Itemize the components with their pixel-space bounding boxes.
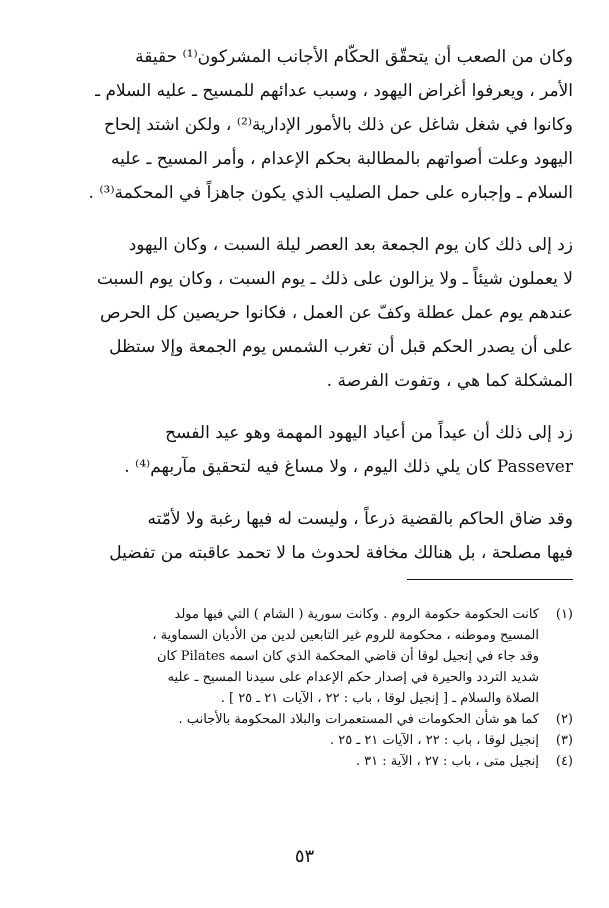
text-line: عندهم يوم عمل عطلة وكفّ عن العمل ، فكانوا حريصين كل الحرص bbox=[99, 303, 573, 323]
text-line: وكانوا في شغل شاغل عن ذلك بالأمور الإدارية⁽²⁾ ، ولكن اشتد إلحاح bbox=[103, 115, 573, 135]
text-line: وقد ضاق الحاكم بالقضية ذرعاً ، وليست له فيها رغبة ولا لأمّته bbox=[147, 509, 573, 529]
footnote-text bbox=[56, 751, 539, 772]
text-line: Passever كان يلي ذلك اليوم ، ولا مساغ فيه لتحقيق مآربهم⁽⁴⁾ . bbox=[124, 457, 573, 477]
footnote-number: (١) bbox=[555, 607, 573, 622]
paragraph-4 bbox=[56, 502, 573, 570]
footnote-text bbox=[56, 709, 539, 730]
footnote-number: (٤) bbox=[555, 754, 573, 769]
text-line: اليهود وعلت أصواتهم بالمطالبة بحكم الإعدام ، وأمر المسيح ـ عليه bbox=[111, 149, 573, 169]
main-text bbox=[56, 40, 573, 588]
paragraph-2 bbox=[56, 228, 573, 398]
footnote-text bbox=[56, 730, 539, 751]
footnote-number: (٢) bbox=[555, 712, 573, 727]
text-line: المشكلة كما هي ، وتفوت الفرصة . bbox=[326, 371, 573, 391]
footnote-separator bbox=[407, 579, 573, 580]
footnote-1 bbox=[56, 604, 573, 709]
text-line: السلام ـ وإجباره على حمل الصليب الذي يكون جاهزاً في المحكمة⁽³⁾ . bbox=[88, 183, 573, 203]
page-number: ٥٣ bbox=[294, 846, 315, 867]
footnote-3 bbox=[56, 730, 573, 751]
paragraph-1 bbox=[56, 40, 573, 210]
footnote-line: الصلاة والسلام ـ [ إنجيل لوقا ، باب : ٢٢ ، الآيات ٢١ ـ ٢٥ ] . bbox=[220, 691, 539, 706]
footnote-4 bbox=[56, 751, 573, 772]
footnote-number: (٣) bbox=[555, 733, 573, 748]
footnote-line: كما هو شأن الحكومات في المستعمرات والبلاد المحكومة بالأجانب . bbox=[178, 712, 539, 727]
footnotes bbox=[56, 604, 573, 772]
text-line: وكان من الصعب أن يتحقّق الحكّام الأجانب المشركون⁽¹⁾ حقيقة bbox=[135, 47, 573, 67]
footnote-line: كانت الحكومة حكومة الروم . وكانت سورية ( الشام ) التي فيها مولد bbox=[174, 607, 539, 622]
text-line: لا يعملون شيئاً ـ ولا يزالون على ذلك ـ يوم السبت ، وكان يوم السبت bbox=[96, 269, 573, 289]
text-line: زد إلى ذلك كان يوم الجمعة بعد العصر ليلة السبت ، وكان اليهود bbox=[128, 235, 573, 255]
footnote-line: المسيح وموطنه ، محكومة للروم غير التابعين لدين من الأديان السماوية ، bbox=[152, 628, 539, 643]
text-line: على أن يصدر الحكم قبل أن تغرب الشمس يوم الجمعة وإلا ستظل bbox=[109, 337, 573, 357]
footnote-line: وقد جاء في إنجيل لوقا أن قاضي المحكمة الذي كان اسمه Pilates كان bbox=[156, 649, 539, 664]
footnote-line: إنجيل متى ، باب : ٢٧ ، الآية : ٣١ . bbox=[355, 754, 539, 769]
text-line: فيها مصلحة ، بل هنالك مخافة لحدوث ما لا تحمد عاقبته من تفضيل bbox=[109, 543, 573, 563]
text-line: الأمر ، ويعرفوا أغراض اليهود ، وسبب عدائهم للمسيح ـ عليه السلام ـ bbox=[95, 81, 573, 101]
footnote-line: إنجيل لوقا ، باب : ٢٢ ، الآيات ٢١ ـ ٢٥ . bbox=[330, 733, 539, 748]
footnote-text bbox=[56, 604, 539, 709]
footnote-2 bbox=[56, 709, 573, 730]
text-line: زد إلى ذلك أن عيداً من أعياد اليهود المهمة وهو عيد الفسح bbox=[165, 423, 573, 443]
paragraph-3 bbox=[56, 416, 573, 484]
footnote-line: شديد التردد والحيرة في إصدار حكم الإعدام على سيدنا المسيح ـ عليه bbox=[167, 670, 539, 685]
